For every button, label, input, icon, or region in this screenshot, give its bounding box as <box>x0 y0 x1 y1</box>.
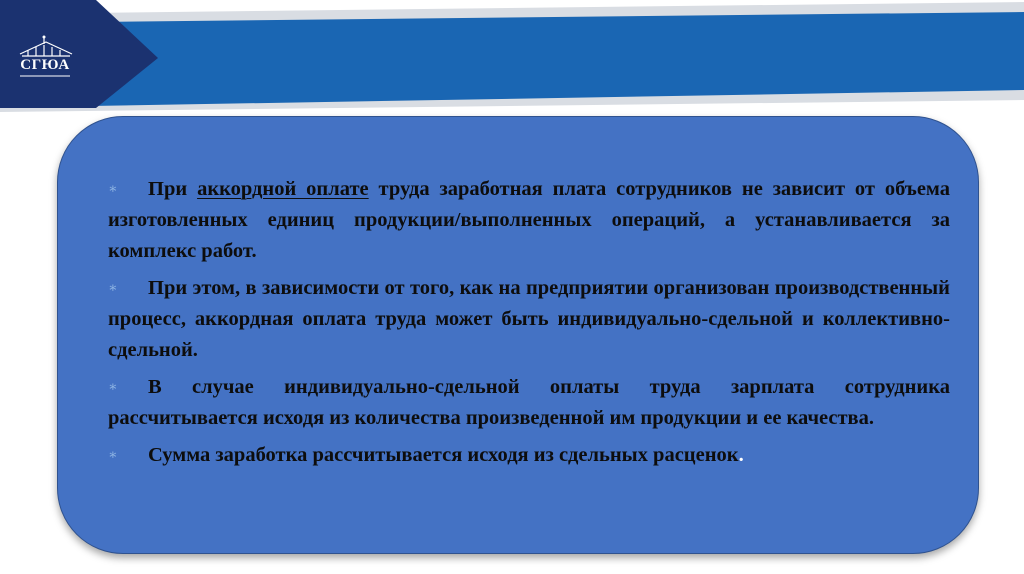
bullet-item <box>108 372 950 434</box>
bullet-item <box>108 440 950 471</box>
logo-text: СГЮА <box>20 57 70 73</box>
asterisk-bullet-icon: ∗ <box>108 281 118 296</box>
bullet-item <box>108 273 950 366</box>
bullet-text: При этом, в зависимости от того, как на предприятии организован производственный процесс, аккордная оплата труда может быть индивидуально-сдельной и коллективно-сдельной. <box>108 277 950 361</box>
asterisk-bullet-icon: ∗ <box>108 182 118 197</box>
bullet-end-period: . <box>738 444 744 466</box>
asterisk-bullet-icon: ∗ <box>108 448 118 463</box>
bullet-text: В случае индивидуально-сдельной оплаты труда зарплата сотрудника рассчитывается исходя из количества произведенной им продукции и ее качества. <box>108 376 950 429</box>
bullet-item <box>108 174 950 267</box>
bullet-text: Сумма заработка рассчитывается исходя из сдельных расценок <box>148 444 739 466</box>
logo <box>0 0 100 108</box>
bullet-text-post: труда заработная плата сотрудников не зависит от объема изготовленных единиц продукции/выполненных операций, а устанавливается за комплекс работ. <box>108 178 950 262</box>
asterisk-bullet-icon: ∗ <box>108 380 118 395</box>
logo-underline <box>0 0 100 108</box>
header-blue-band <box>90 12 1024 106</box>
header-band <box>0 0 1024 115</box>
bullet-text-pre: При <box>148 178 198 200</box>
bullet-list <box>108 174 950 477</box>
bullet-text-emphasis: аккордной оплате <box>197 178 369 200</box>
